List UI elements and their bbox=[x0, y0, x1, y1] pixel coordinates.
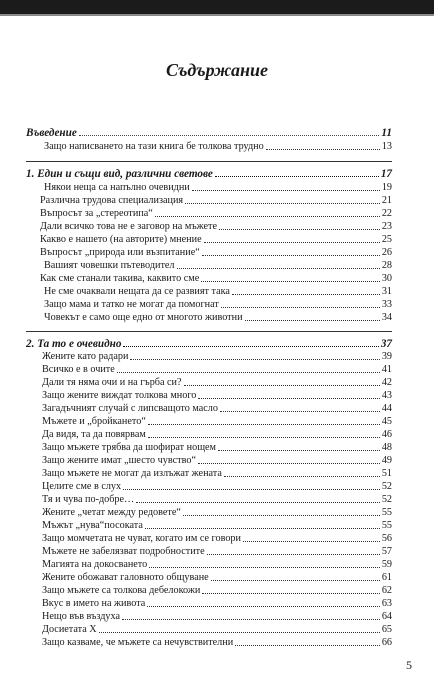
toc-item-label: Мъжете не забелязват подробностите bbox=[42, 546, 205, 557]
toc-item-label: Някои неща са напълно очевидни bbox=[44, 182, 190, 193]
toc-item[interactable] bbox=[40, 221, 392, 233]
toc-item-page: 34 bbox=[381, 312, 392, 323]
toc-item-label: Как сме станали такива, каквито сме bbox=[40, 273, 200, 284]
dot-leader bbox=[235, 637, 380, 646]
toc-item-page: 45 bbox=[381, 416, 392, 427]
toc-item[interactable] bbox=[42, 624, 392, 636]
dot-leader bbox=[130, 351, 379, 360]
toc-item[interactable] bbox=[44, 299, 392, 311]
toc-item-label: Защо жените имат „шесто чувство“ bbox=[42, 455, 196, 466]
toc-item-label: Мъжете и „бройкането“ bbox=[42, 416, 146, 427]
toc-item[interactable] bbox=[42, 572, 392, 584]
toc-item-label: Въпросът „природа или възпитание“ bbox=[40, 247, 200, 258]
toc-item-page: 62 bbox=[381, 585, 392, 596]
toc-item[interactable] bbox=[42, 520, 392, 532]
toc-item[interactable] bbox=[40, 273, 392, 285]
toc-item-page: 42 bbox=[381, 377, 392, 388]
toc-item-label: Вкус в името на живота bbox=[42, 598, 146, 609]
toc-item[interactable] bbox=[44, 260, 392, 272]
toc-item-page: 46 bbox=[381, 429, 392, 440]
toc-item-label: Магията на докосването bbox=[42, 559, 148, 570]
toc-item-page: 13 bbox=[381, 141, 392, 152]
dot-leader bbox=[215, 168, 379, 177]
toc-item[interactable] bbox=[42, 494, 392, 506]
toc-item-label: Въпросът за „стереотипа“ bbox=[40, 208, 153, 219]
toc-item-label: Всичко е в очите bbox=[42, 364, 115, 375]
dot-leader bbox=[148, 429, 380, 438]
toc-intro-page: 11 bbox=[381, 127, 392, 139]
toc-item-label: Какво е нашето (на авторите) мнение bbox=[40, 234, 202, 245]
toc-item-page: 22 bbox=[381, 208, 392, 219]
dot-leader bbox=[149, 559, 380, 568]
toc-item-label: Защо мама и татко не могат да помогнат bbox=[44, 299, 219, 310]
dot-leader bbox=[192, 182, 380, 191]
toc-item-label: Досиетата Х bbox=[42, 624, 97, 635]
toc-chapter-label: 2. Та то е очевидно bbox=[26, 338, 122, 350]
toc-intro-sub[interactable] bbox=[44, 141, 392, 153]
dot-leader bbox=[198, 455, 380, 464]
toc-item-page: 31 bbox=[381, 286, 392, 297]
toc-item-label: Защо мъжете са толкова дебелокожи bbox=[42, 585, 201, 596]
toc-item-label: Човекът е само още едно от многото животни bbox=[44, 312, 243, 323]
toc-item-page: 19 bbox=[381, 182, 392, 193]
toc-item-label: Тя и чува по-добре… bbox=[42, 494, 135, 505]
dot-leader bbox=[201, 273, 380, 282]
toc-item-page: 39 bbox=[381, 351, 392, 362]
toc-item-page: 33 bbox=[381, 299, 392, 310]
toc-chapter-page: 17 bbox=[380, 168, 392, 180]
toc-chapter-2[interactable] bbox=[26, 338, 392, 350]
dot-leader bbox=[177, 260, 380, 269]
toc-item-label: Дали всичко това не е заговор на мъжете bbox=[40, 221, 217, 232]
toc-item-page: 61 bbox=[381, 572, 392, 583]
toc-item-label: Жените обожават галовното общуване bbox=[42, 572, 209, 583]
dot-leader bbox=[136, 494, 380, 503]
dot-leader bbox=[224, 468, 380, 477]
toc-item[interactable] bbox=[42, 390, 392, 402]
dot-leader bbox=[183, 507, 380, 516]
toc-item-label: Загадъчният случай с липсващото масло bbox=[42, 403, 218, 414]
dot-leader bbox=[123, 481, 380, 490]
toc-item-label: Защо написването на тази книга бе толкова трудно bbox=[44, 141, 264, 152]
toc-item[interactable] bbox=[42, 611, 392, 623]
toc-item-page: 26 bbox=[381, 247, 392, 258]
toc-item-page: 63 bbox=[381, 598, 392, 609]
dot-leader bbox=[218, 442, 380, 451]
toc-item[interactable] bbox=[42, 533, 392, 545]
toc-item[interactable] bbox=[42, 403, 392, 415]
toc-chapter-page: 37 bbox=[380, 338, 392, 350]
dot-leader bbox=[219, 221, 380, 230]
dot-leader bbox=[185, 195, 380, 204]
toc-item-label: Мъжът „нува“посоката bbox=[42, 520, 143, 531]
dot-leader bbox=[147, 598, 380, 607]
toc-item-page: 65 bbox=[381, 624, 392, 635]
page-title: Съдържание bbox=[165, 60, 269, 80]
dot-leader bbox=[122, 611, 380, 620]
toc-item[interactable] bbox=[42, 585, 392, 597]
dot-leader bbox=[145, 520, 380, 529]
toc-item[interactable] bbox=[42, 416, 392, 428]
dot-leader bbox=[221, 299, 380, 308]
dot-leader bbox=[266, 141, 380, 150]
toc-item[interactable] bbox=[40, 208, 392, 220]
dot-leader bbox=[123, 338, 378, 347]
toc-item-label: Целите сме в слух bbox=[42, 481, 122, 492]
page-number: 5 bbox=[406, 658, 412, 672]
dot-leader bbox=[220, 403, 380, 412]
toc-item[interactable] bbox=[42, 546, 392, 558]
toc-item-label: Вашият човешки пътеводител bbox=[44, 260, 175, 271]
toc-item-label: Различна трудова специализация bbox=[40, 195, 184, 206]
toc-item-page: 51 bbox=[381, 468, 392, 479]
dot-leader bbox=[211, 572, 380, 581]
toc-item-page: 21 bbox=[381, 195, 392, 206]
toc-item-page: 43 bbox=[381, 390, 392, 401]
toc-item-page: 64 bbox=[381, 611, 392, 622]
dot-leader bbox=[202, 585, 379, 594]
toc-item-label: Защо мъжете трябва да шофират нощем bbox=[42, 442, 217, 453]
toc-item[interactable] bbox=[42, 598, 392, 610]
toc-chapter-label: 1. Един и същи вид, различни светове bbox=[26, 168, 213, 180]
toc-item[interactable] bbox=[42, 442, 392, 454]
toc-item-page: 41 bbox=[381, 364, 392, 375]
toc-item-label: Дали тя няма очи и на гърба си? bbox=[42, 377, 182, 388]
toc-item[interactable] bbox=[42, 455, 392, 467]
toc-item-page: 55 bbox=[381, 520, 392, 531]
toc-item-label: Не сме очаквали нещата да се развият така bbox=[44, 286, 230, 297]
dot-leader bbox=[245, 312, 380, 321]
dot-leader bbox=[243, 533, 380, 542]
toc-item-page: 23 bbox=[381, 221, 392, 232]
toc-item-label: Нещо във въздуха bbox=[42, 611, 120, 622]
dot-leader bbox=[155, 208, 380, 217]
toc-item-page: 52 bbox=[381, 494, 392, 505]
dot-leader bbox=[198, 390, 379, 399]
toc-item-page: 30 bbox=[381, 273, 392, 284]
toc-item-page: 52 bbox=[381, 481, 392, 492]
dot-leader bbox=[184, 377, 380, 386]
toc-item-page: 66 bbox=[381, 637, 392, 648]
toc-item-page: 59 bbox=[381, 559, 392, 570]
toc-item[interactable] bbox=[42, 377, 392, 389]
toc-item[interactable] bbox=[42, 429, 392, 441]
toc-item-label: Жените като радари bbox=[42, 351, 129, 362]
toc-item-label: Защо момчетата не чуват, когато им се говори bbox=[42, 533, 241, 544]
toc-item-label: Защо мъжете не могат да излъжат жената bbox=[42, 468, 222, 479]
dot-leader bbox=[232, 286, 380, 295]
toc-chapter-1[interactable] bbox=[26, 168, 392, 180]
dot-leader bbox=[117, 364, 380, 373]
toc-item[interactable] bbox=[42, 468, 392, 480]
toc-item[interactable] bbox=[40, 247, 392, 259]
toc-item-label: Жените „четат между редовете“ bbox=[42, 507, 181, 518]
toc-item-label: Да видя, та да повярвам bbox=[42, 429, 146, 440]
toc-item[interactable] bbox=[42, 507, 392, 519]
toc-item-page: 48 bbox=[381, 442, 392, 453]
toc-item[interactable] bbox=[44, 286, 392, 298]
toc-item-page: 49 bbox=[381, 455, 392, 466]
toc-item[interactable] bbox=[42, 481, 392, 493]
toc-item-page: 56 bbox=[381, 533, 392, 544]
dot-leader bbox=[99, 624, 380, 633]
toc-item-page: 57 bbox=[381, 546, 392, 557]
dot-leader bbox=[204, 234, 380, 243]
toc-intro[interactable] bbox=[26, 127, 392, 139]
dot-leader bbox=[202, 247, 380, 256]
toc-item-page: 55 bbox=[381, 507, 392, 518]
toc-item-page: 28 bbox=[381, 260, 392, 271]
toc-item-label: Защо жените виждат толкова много bbox=[42, 390, 197, 401]
toc-item[interactable] bbox=[42, 351, 392, 363]
toc-item[interactable] bbox=[40, 195, 392, 207]
toc-item[interactable] bbox=[42, 559, 392, 571]
section-divider bbox=[26, 161, 392, 162]
toc-item-page: 25 bbox=[381, 234, 392, 245]
toc-item[interactable] bbox=[42, 637, 392, 649]
dot-leader bbox=[79, 127, 380, 136]
toc-item[interactable] bbox=[44, 182, 392, 194]
dot-leader bbox=[148, 416, 380, 425]
toc-item-label: Защо казваме, че мъжете са нечувствителни bbox=[42, 637, 234, 648]
dot-leader bbox=[207, 546, 380, 555]
toc-item-page: 44 bbox=[381, 403, 392, 414]
toc-item[interactable] bbox=[40, 234, 392, 246]
toc-intro-label: Въведение bbox=[26, 127, 77, 139]
toc-item[interactable] bbox=[42, 364, 392, 376]
section-divider bbox=[26, 331, 392, 332]
toc-item[interactable] bbox=[44, 312, 392, 324]
